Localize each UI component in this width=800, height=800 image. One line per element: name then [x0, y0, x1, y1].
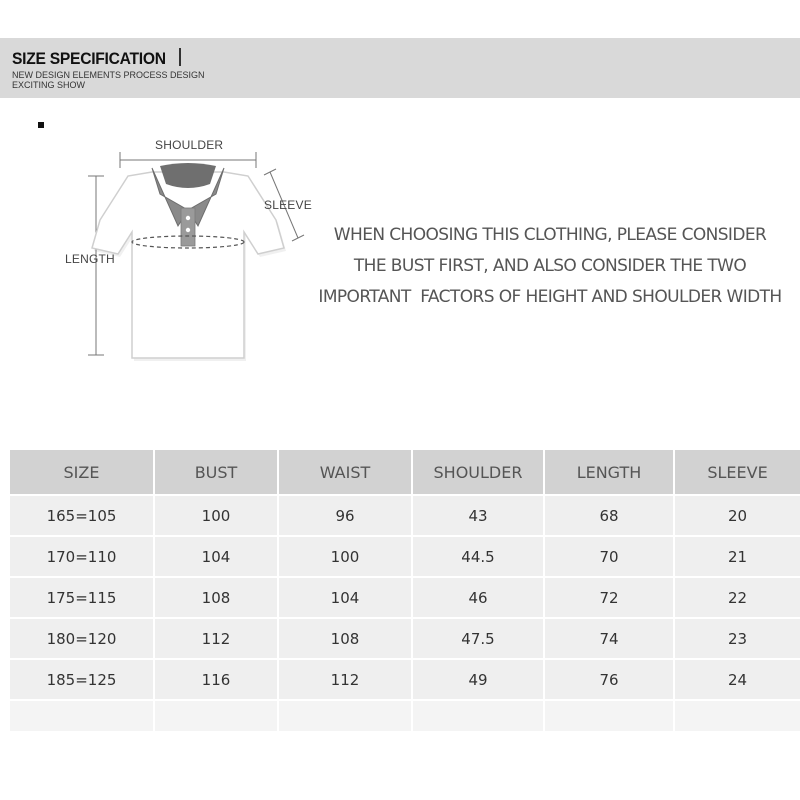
cell-size: 175=115: [9, 577, 154, 618]
table-row-empty: [9, 700, 800, 732]
cell-waist: 96: [278, 495, 412, 536]
cell-waist: 100: [278, 536, 412, 577]
shoulder-label: SHOULDER: [155, 138, 224, 152]
cell-length: 76: [544, 659, 674, 700]
length-label: LENGTH: [65, 252, 115, 266]
size-table: [8, 448, 800, 733]
bullet-marker: [38, 122, 44, 128]
cell-size: 165=105: [9, 495, 154, 536]
cell-bust: 108: [154, 577, 278, 618]
cell-empty: [544, 700, 674, 732]
cell-sleeve: 20: [674, 495, 800, 536]
cell-waist: 112: [278, 659, 412, 700]
header-band: [0, 38, 800, 98]
header-title: SIZE SPECIFICATION: [12, 49, 166, 68]
table-row: [9, 618, 800, 659]
cell-empty: [9, 700, 154, 732]
sleeve-label: SLEEVE: [264, 198, 312, 212]
cell-size: 180=120: [9, 618, 154, 659]
cell-empty: [278, 700, 412, 732]
cell-bust: 112: [154, 618, 278, 659]
cell-empty: [412, 700, 544, 732]
header-waist: WAIST: [278, 449, 412, 495]
header-size: SIZE: [9, 449, 154, 495]
cell-waist: 108: [278, 618, 412, 659]
notice-line-1: WHEN CHOOSING THIS CLOTHING, PLEASE CONSIDER: [333, 225, 767, 245]
cell-empty: [674, 700, 800, 732]
notice-line-3: IMPORTANT FACTORS OF HEIGHT AND SHOULDER WIDTH: [318, 287, 782, 307]
table-header-row: [9, 449, 800, 495]
cell-length: 72: [544, 577, 674, 618]
cell-sleeve: 21: [674, 536, 800, 577]
notice-line-2: THE BUST FIRST, AND ALSO CONSIDER THE TWO: [353, 256, 747, 276]
cell-shoulder: 43: [412, 495, 544, 536]
cell-size: 185=125: [9, 659, 154, 700]
cell-sleeve: 24: [674, 659, 800, 700]
header-subtitle-line2: EXCITING SHOW: [12, 80, 86, 90]
table-row: [9, 577, 800, 618]
cell-bust: 116: [154, 659, 278, 700]
cell-shoulder: 46: [412, 577, 544, 618]
cell-shoulder: 47.5: [412, 618, 544, 659]
cell-empty: [154, 700, 278, 732]
cell-length: 74: [544, 618, 674, 659]
polo-shirt-icon: [60, 130, 320, 370]
cell-length: 70: [544, 536, 674, 577]
header-shoulder: SHOULDER: [412, 449, 544, 495]
cell-length: 68: [544, 495, 674, 536]
cell-shoulder: 49: [412, 659, 544, 700]
cell-sleeve: 23: [674, 618, 800, 659]
header-length: LENGTH: [544, 449, 674, 495]
header-bust: BUST: [154, 449, 278, 495]
table-row: [9, 659, 800, 700]
cell-size: 170=110: [9, 536, 154, 577]
cell-waist: 104: [278, 577, 412, 618]
cell-sleeve: 22: [674, 577, 800, 618]
table-row: [9, 495, 800, 536]
sizing-notice: [300, 220, 800, 313]
header-divider: [179, 48, 181, 66]
cell-bust: 104: [154, 536, 278, 577]
cell-shoulder: 44.5: [412, 536, 544, 577]
header-sleeve: SLEEVE: [674, 449, 800, 495]
header-subtitle-line1: NEW DESIGN ELEMENTS PROCESS DESIGN: [12, 70, 205, 80]
cell-bust: 100: [154, 495, 278, 536]
table-row: [9, 536, 800, 577]
